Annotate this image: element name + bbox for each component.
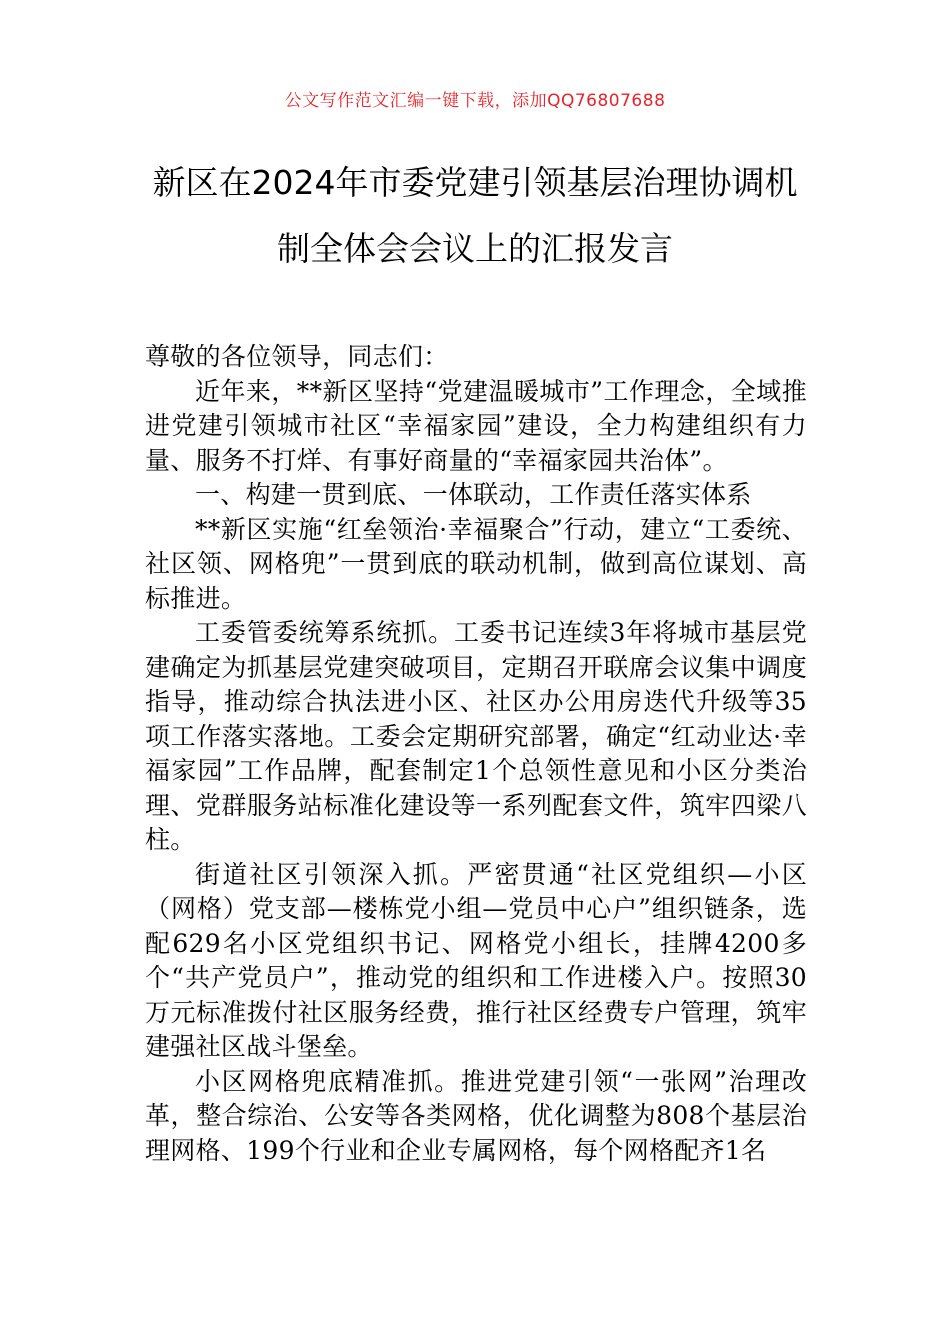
- salutation: 尊敬的各位领导，同志们：: [145, 342, 449, 371]
- paragraph-intro: 近年来，**新区坚持“党建温暖城市”工作理念，全域推进党建引领城市社区“幸福家园”建设，全力构建组织有力量、服务不打烊、有事好商量的“幸福家园共治体”。: [145, 376, 807, 475]
- paragraph-grid: 小区网格兜底精准抓。推进党建引领“一张网”治理改革，整合综治、公安等各类网格，优化调整为808个基层治理网格、199个行业和企业专属网格，每个网格配齐1名: [145, 1066, 807, 1165]
- header-download-note: 公文写作范文汇编一键下载，添加QQ76807688: [284, 91, 666, 111]
- paragraph-section-1-intro: **新区实施“红垒领治·幸福聚合”行动，建立“工委统、社区领、网格兜”一贯到底的联动机制，做到高位谋划、高标推进。: [145, 514, 807, 613]
- document-title: 新区在2024年市委党建引领基层治理协调机制全体会会议上的汇报发言: [152, 163, 798, 268]
- section-heading-1: 一、构建一贯到底、一体联动，工作责任落实体系: [195, 480, 752, 509]
- paragraph-street-community: 街道社区引领深入抓。严密贯通“社区党组织—小区（网格）党支部—楼栋党小组—党员中心户”组织链条，选配629名小区党组织书记、网格党小组长，挂牌4200多个“共产党员户”，推动党的组织和工作进楼入户。按照30万元标准拨付社区服务经费，推行社区经费专户管理，筑牢建强社区战斗堡垒。: [145, 859, 807, 1061]
- document-body: [145, 340, 807, 1168]
- paragraph-committee: 工委管委统筹系统抓。工委书记连续3年将城市基层党建确定为抓基层党建突破项目，定期召开联席会议集中调度指导，推动综合执法进小区、社区办公用房迭代升级等35项工作落实落地。工委会定期研究部署，确定“红动业达·幸福家园”工作品牌，配套制定1个总领性意见和小区分类治理、党群服务站标准化建设等一系列配套文件，筑牢四梁八柱。: [145, 618, 807, 854]
